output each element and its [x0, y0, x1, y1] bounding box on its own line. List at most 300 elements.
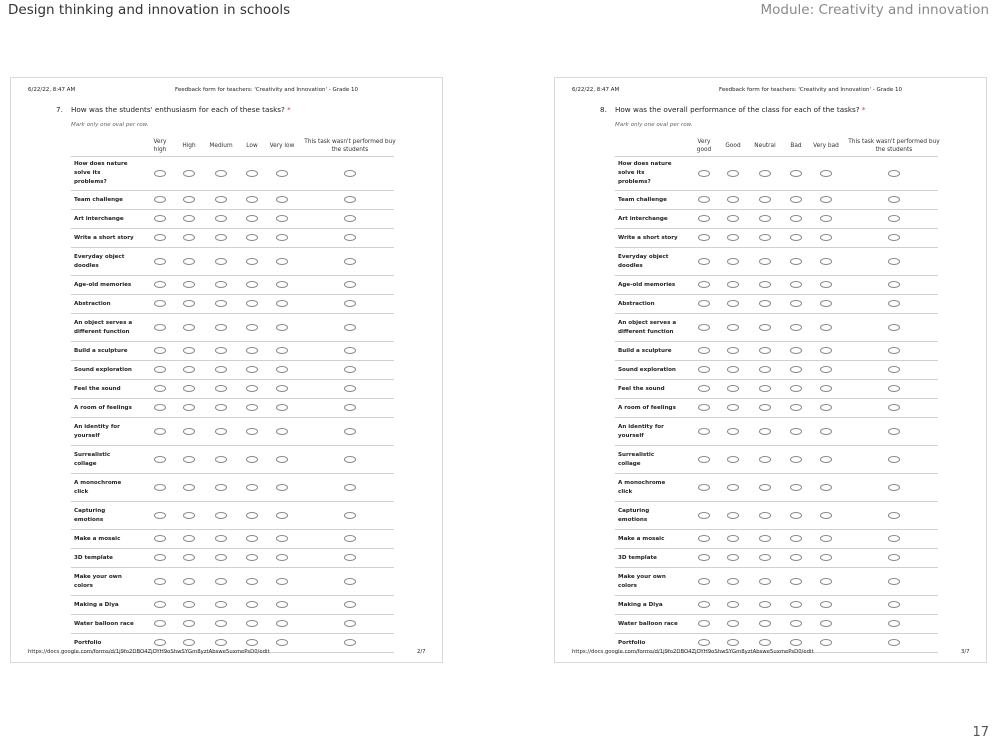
radio-oval[interactable] — [888, 554, 900, 561]
radio-oval[interactable] — [183, 281, 195, 288]
radio-oval[interactable] — [154, 456, 166, 463]
radio-oval[interactable] — [698, 300, 710, 307]
radio-oval[interactable] — [215, 385, 227, 392]
radio-oval[interactable] — [820, 281, 832, 288]
radio-oval[interactable] — [344, 281, 356, 288]
task-label: Feel the sound — [618, 385, 665, 392]
task-label: Everyday object doodles — [74, 253, 125, 269]
radio-oval[interactable] — [698, 578, 710, 585]
radio-oval[interactable] — [759, 215, 771, 222]
radio-oval[interactable] — [246, 554, 258, 561]
radio-oval[interactable] — [759, 366, 771, 373]
radio-oval[interactable] — [820, 215, 832, 222]
footer-url: https://docs.google.com/forms/d/1j9fo2DBO4ZjOYH9oShwSYGm8yztAbswe5uxmePsD0/edit — [28, 649, 270, 655]
radio-oval[interactable] — [790, 300, 802, 307]
radio-oval[interactable] — [820, 512, 832, 519]
task-label: Capturing emotions — [74, 507, 106, 523]
radio-oval[interactable] — [183, 578, 195, 585]
radio-oval[interactable] — [698, 428, 710, 435]
radio-oval[interactable] — [790, 639, 802, 646]
radio-oval[interactable] — [888, 196, 900, 203]
radio-oval[interactable] — [759, 347, 771, 354]
radio-oval[interactable] — [790, 385, 802, 392]
radio-oval[interactable] — [344, 456, 356, 463]
radio-oval[interactable] — [154, 234, 166, 241]
radio-oval[interactable] — [790, 620, 802, 627]
radio-oval[interactable] — [759, 639, 771, 646]
grid-row — [71, 596, 394, 615]
question-text-content: How was the students' enthusiasm for each of these tasks? — [71, 105, 285, 114]
radio-oval[interactable] — [344, 196, 356, 203]
radio-oval[interactable] — [888, 300, 900, 307]
radio-oval[interactable] — [183, 639, 195, 646]
radio-oval[interactable] — [154, 347, 166, 354]
radio-oval[interactable] — [790, 170, 802, 177]
radio-oval[interactable] — [276, 512, 288, 519]
radio-oval[interactable] — [215, 281, 227, 288]
radio-oval[interactable] — [215, 258, 227, 265]
radio-oval[interactable] — [790, 366, 802, 373]
radio-oval[interactable] — [698, 535, 710, 542]
radio-oval[interactable] — [759, 620, 771, 627]
radio-oval[interactable] — [790, 196, 802, 203]
radio-oval[interactable] — [820, 554, 832, 561]
radio-oval[interactable] — [154, 281, 166, 288]
radio-oval[interactable] — [154, 554, 166, 561]
radio-oval[interactable] — [246, 428, 258, 435]
radio-oval[interactable] — [215, 234, 227, 241]
radio-oval[interactable] — [246, 385, 258, 392]
radio-oval[interactable] — [820, 404, 832, 411]
radio-oval[interactable] — [888, 578, 900, 585]
radio-oval[interactable] — [820, 170, 832, 177]
radio-oval[interactable] — [759, 428, 771, 435]
radio-oval[interactable] — [698, 234, 710, 241]
radio-oval[interactable] — [246, 234, 258, 241]
radio-oval[interactable] — [888, 484, 900, 491]
radio-oval[interactable] — [246, 512, 258, 519]
radio-oval[interactable] — [246, 324, 258, 331]
radio-oval[interactable] — [888, 366, 900, 373]
radio-oval[interactable] — [727, 578, 739, 585]
radio-oval[interactable] — [154, 215, 166, 222]
radio-oval[interactable] — [276, 196, 288, 203]
radio-oval[interactable] — [790, 324, 802, 331]
radio-oval[interactable] — [698, 347, 710, 354]
radio-oval[interactable] — [888, 620, 900, 627]
radio-oval[interactable] — [727, 639, 739, 646]
radio-oval[interactable] — [727, 234, 739, 241]
radio-oval[interactable] — [344, 554, 356, 561]
radio-oval[interactable] — [183, 170, 195, 177]
radio-oval[interactable] — [888, 347, 900, 354]
radio-oval[interactable] — [183, 601, 195, 608]
grid-row — [615, 530, 938, 549]
radio-oval[interactable] — [820, 484, 832, 491]
radio-oval[interactable] — [246, 347, 258, 354]
radio-oval[interactable] — [888, 234, 900, 241]
radio-oval[interactable] — [246, 578, 258, 585]
radio-oval[interactable] — [154, 535, 166, 542]
radio-oval[interactable] — [727, 404, 739, 411]
task-label: Make your own colors — [618, 573, 666, 589]
radio-oval[interactable] — [727, 535, 739, 542]
radio-oval[interactable] — [344, 215, 356, 222]
task-label: Feel the sound — [74, 385, 121, 392]
radio-oval[interactable] — [344, 428, 356, 435]
radio-oval[interactable] — [246, 484, 258, 491]
radio-oval[interactable] — [888, 639, 900, 646]
radio-oval[interactable] — [246, 639, 258, 646]
radio-oval[interactable] — [183, 428, 195, 435]
radio-oval[interactable] — [215, 324, 227, 331]
task-label: Everyday object doodles — [618, 253, 669, 269]
radio-oval[interactable] — [154, 300, 166, 307]
grid-row — [71, 502, 394, 530]
radio-oval[interactable] — [215, 535, 227, 542]
radio-oval[interactable] — [183, 554, 195, 561]
radio-oval[interactable] — [759, 404, 771, 411]
radio-oval[interactable] — [888, 385, 900, 392]
radio-oval[interactable] — [790, 428, 802, 435]
radio-oval[interactable] — [820, 578, 832, 585]
radio-oval[interactable] — [790, 258, 802, 265]
radio-oval[interactable] — [215, 601, 227, 608]
radio-oval[interactable] — [344, 324, 356, 331]
radio-oval[interactable] — [154, 324, 166, 331]
radio-oval[interactable] — [276, 281, 288, 288]
radio-oval[interactable] — [759, 300, 771, 307]
radio-oval[interactable] — [790, 456, 802, 463]
radio-oval[interactable] — [183, 347, 195, 354]
radio-oval[interactable] — [344, 300, 356, 307]
radio-oval[interactable] — [183, 366, 195, 373]
radio-oval[interactable] — [888, 170, 900, 177]
radio-oval[interactable] — [276, 347, 288, 354]
radio-oval[interactable] — [154, 512, 166, 519]
radio-oval[interactable] — [276, 484, 288, 491]
slide-title: Design thinking and innovation in schools — [8, 2, 291, 18]
radio-oval[interactable] — [727, 347, 739, 354]
radio-oval[interactable] — [183, 324, 195, 331]
radio-oval[interactable] — [698, 601, 710, 608]
radio-oval[interactable] — [183, 300, 195, 307]
radio-oval[interactable] — [820, 234, 832, 241]
radio-oval[interactable] — [276, 578, 288, 585]
radio-oval[interactable] — [344, 620, 356, 627]
radio-oval[interactable] — [820, 258, 832, 265]
radio-oval[interactable] — [215, 428, 227, 435]
task-label: An identity for yourself — [74, 423, 120, 439]
radio-oval[interactable] — [183, 385, 195, 392]
radio-oval[interactable] — [276, 234, 288, 241]
print-date: 6/22/22, 8:47 AM — [28, 87, 76, 93]
radio-oval[interactable] — [727, 324, 739, 331]
radio-oval[interactable] — [820, 535, 832, 542]
radio-oval[interactable] — [759, 170, 771, 177]
radio-oval[interactable] — [888, 535, 900, 542]
radio-oval[interactable] — [154, 578, 166, 585]
radio-oval[interactable] — [727, 428, 739, 435]
radio-oval[interactable] — [215, 366, 227, 373]
radio-oval[interactable] — [759, 324, 771, 331]
radio-oval[interactable] — [215, 620, 227, 627]
radio-oval[interactable] — [215, 347, 227, 354]
grid-column-headers — [71, 136, 394, 156]
radio-oval[interactable] — [276, 601, 288, 608]
radio-oval[interactable] — [246, 456, 258, 463]
radio-oval[interactable] — [698, 385, 710, 392]
radio-oval[interactable] — [246, 215, 258, 222]
radio-oval[interactable] — [888, 281, 900, 288]
grid-row — [615, 615, 938, 634]
radio-oval[interactable] — [790, 347, 802, 354]
radio-oval[interactable] — [344, 484, 356, 491]
radio-oval[interactable] — [888, 601, 900, 608]
radio-oval[interactable] — [344, 639, 356, 646]
radio-oval[interactable] — [790, 512, 802, 519]
radio-oval[interactable] — [276, 456, 288, 463]
radio-oval[interactable] — [246, 170, 258, 177]
radio-oval[interactable] — [759, 258, 771, 265]
radio-oval[interactable] — [154, 258, 166, 265]
radio-oval[interactable] — [154, 385, 166, 392]
radio-oval[interactable] — [276, 428, 288, 435]
radio-oval[interactable] — [759, 484, 771, 491]
radio-oval[interactable] — [698, 620, 710, 627]
radio-oval[interactable] — [727, 366, 739, 373]
radio-oval[interactable] — [790, 554, 802, 561]
radio-oval[interactable] — [154, 196, 166, 203]
radio-oval[interactable] — [183, 484, 195, 491]
radio-oval[interactable] — [246, 601, 258, 608]
radio-oval[interactable] — [888, 428, 900, 435]
radio-oval[interactable] — [276, 324, 288, 331]
radio-oval[interactable] — [154, 428, 166, 435]
radio-oval[interactable] — [215, 196, 227, 203]
radio-oval[interactable] — [790, 601, 802, 608]
radio-oval[interactable] — [246, 404, 258, 411]
radio-oval[interactable] — [820, 601, 832, 608]
task-label: An object serves a different function — [74, 319, 133, 335]
radio-oval[interactable] — [183, 196, 195, 203]
radio-oval[interactable] — [759, 535, 771, 542]
radio-oval[interactable] — [276, 170, 288, 177]
radio-oval[interactable] — [344, 535, 356, 542]
radio-oval[interactable] — [246, 535, 258, 542]
radio-oval[interactable] — [276, 620, 288, 627]
radio-oval[interactable] — [727, 484, 739, 491]
radio-oval[interactable] — [344, 385, 356, 392]
radio-oval[interactable] — [888, 404, 900, 411]
radio-oval[interactable] — [727, 512, 739, 519]
radio-oval[interactable] — [759, 385, 771, 392]
radio-oval[interactable] — [215, 578, 227, 585]
radio-oval[interactable] — [888, 324, 900, 331]
radio-oval[interactable] — [698, 170, 710, 177]
radio-oval[interactable] — [344, 404, 356, 411]
radio-oval[interactable] — [154, 404, 166, 411]
radio-oval[interactable] — [727, 281, 739, 288]
task-label: How does nature solve its problems? — [74, 161, 128, 185]
radio-oval[interactable] — [246, 281, 258, 288]
task-label: Water balloon race — [74, 620, 134, 627]
radio-oval[interactable] — [820, 456, 832, 463]
grid-row — [615, 191, 938, 210]
radio-oval[interactable] — [276, 535, 288, 542]
radio-oval[interactable] — [215, 215, 227, 222]
radio-oval[interactable] — [759, 554, 771, 561]
column-header: Very high — [153, 138, 167, 153]
radio-oval[interactable] — [698, 196, 710, 203]
radio-oval[interactable] — [215, 512, 227, 519]
radio-oval[interactable] — [215, 456, 227, 463]
radio-oval[interactable] — [154, 620, 166, 627]
radio-oval[interactable] — [344, 366, 356, 373]
radio-oval[interactable] — [276, 258, 288, 265]
radio-oval[interactable] — [215, 170, 227, 177]
radio-oval[interactable] — [246, 366, 258, 373]
radio-oval[interactable] — [215, 484, 227, 491]
task-label: Team challenge — [74, 196, 123, 203]
radio-oval[interactable] — [276, 554, 288, 561]
radio-oval[interactable] — [276, 366, 288, 373]
radio-oval[interactable] — [276, 639, 288, 646]
radio-oval[interactable] — [183, 404, 195, 411]
radio-oval[interactable] — [154, 484, 166, 491]
radio-oval[interactable] — [344, 601, 356, 608]
column-header: Low — [246, 142, 258, 149]
radio-oval[interactable] — [344, 578, 356, 585]
radio-oval[interactable] — [790, 578, 802, 585]
radio-oval[interactable] — [183, 456, 195, 463]
radio-oval[interactable] — [820, 620, 832, 627]
radio-oval[interactable] — [154, 366, 166, 373]
radio-oval[interactable] — [698, 281, 710, 288]
radio-oval[interactable] — [888, 456, 900, 463]
radio-oval[interactable] — [215, 639, 227, 646]
radio-oval[interactable] — [790, 215, 802, 222]
radio-oval[interactable] — [820, 324, 832, 331]
radio-oval[interactable] — [820, 347, 832, 354]
task-label: Surrealistic collage — [618, 451, 655, 467]
radio-oval[interactable] — [727, 258, 739, 265]
radio-oval[interactable] — [759, 601, 771, 608]
radio-oval[interactable] — [698, 484, 710, 491]
radio-oval[interactable] — [727, 300, 739, 307]
radio-oval[interactable] — [698, 215, 710, 222]
radio-oval[interactable] — [727, 385, 739, 392]
radio-oval[interactable] — [154, 639, 166, 646]
radio-oval[interactable] — [183, 620, 195, 627]
grid-row — [71, 474, 394, 502]
radio-oval[interactable] — [246, 196, 258, 203]
radio-oval[interactable] — [183, 512, 195, 519]
question-number: 7. — [56, 105, 63, 114]
radio-oval[interactable] — [183, 215, 195, 222]
radio-oval[interactable] — [276, 385, 288, 392]
radio-oval[interactable] — [790, 535, 802, 542]
radio-oval[interactable] — [820, 196, 832, 203]
radio-oval[interactable] — [344, 347, 356, 354]
radio-oval[interactable] — [727, 620, 739, 627]
radio-oval[interactable] — [246, 258, 258, 265]
radio-oval[interactable] — [215, 404, 227, 411]
radio-oval[interactable] — [820, 428, 832, 435]
radio-oval[interactable] — [727, 601, 739, 608]
grid-row — [71, 446, 394, 474]
radio-oval[interactable] — [790, 404, 802, 411]
radio-oval[interactable] — [820, 639, 832, 646]
radio-oval[interactable] — [344, 234, 356, 241]
question-text — [71, 105, 291, 114]
radio-oval[interactable] — [183, 258, 195, 265]
radio-oval[interactable] — [820, 385, 832, 392]
radio-oval[interactable] — [215, 300, 227, 307]
radio-oval[interactable] — [246, 620, 258, 627]
radio-oval[interactable] — [888, 215, 900, 222]
form-title: Feedback form for teachers: 'Creativity and Innovation' - Grade 10 — [719, 87, 902, 93]
task-label: Build a sculpture — [74, 347, 128, 354]
radio-oval[interactable] — [820, 300, 832, 307]
column-header: Medium — [209, 142, 233, 149]
radio-oval[interactable] — [759, 512, 771, 519]
radio-oval[interactable] — [727, 456, 739, 463]
radio-oval[interactable] — [888, 512, 900, 519]
radio-oval[interactable] — [154, 601, 166, 608]
grid-row — [615, 156, 938, 191]
grid-row — [71, 380, 394, 399]
radio-oval[interactable] — [759, 281, 771, 288]
radio-oval[interactable] — [698, 554, 710, 561]
radio-oval[interactable] — [344, 170, 356, 177]
radio-oval[interactable] — [698, 512, 710, 519]
radio-oval[interactable] — [790, 484, 802, 491]
radio-oval[interactable] — [759, 196, 771, 203]
radio-oval[interactable] — [698, 639, 710, 646]
radio-oval[interactable] — [698, 404, 710, 411]
radio-oval[interactable] — [759, 578, 771, 585]
radio-oval[interactable] — [759, 234, 771, 241]
radio-oval[interactable] — [183, 535, 195, 542]
radio-oval[interactable] — [820, 366, 832, 373]
radio-oval[interactable] — [727, 215, 739, 222]
radio-oval[interactable] — [698, 324, 710, 331]
radio-oval[interactable] — [698, 456, 710, 463]
column-header: Neutral — [754, 142, 776, 149]
radio-oval[interactable] — [727, 170, 739, 177]
radio-oval[interactable] — [154, 170, 166, 177]
radio-oval[interactable] — [276, 300, 288, 307]
radio-oval[interactable] — [344, 512, 356, 519]
radio-oval[interactable] — [215, 554, 227, 561]
radio-oval[interactable] — [698, 258, 710, 265]
radio-oval[interactable] — [790, 281, 802, 288]
radio-oval[interactable] — [790, 234, 802, 241]
radio-oval[interactable] — [888, 258, 900, 265]
radio-oval[interactable] — [759, 456, 771, 463]
radio-oval[interactable] — [183, 234, 195, 241]
radio-oval[interactable] — [276, 215, 288, 222]
radio-oval[interactable] — [727, 196, 739, 203]
task-label: Water balloon race — [618, 620, 678, 627]
radio-oval[interactable] — [727, 554, 739, 561]
radio-oval[interactable] — [246, 300, 258, 307]
radio-oval[interactable] — [276, 404, 288, 411]
radio-oval[interactable] — [698, 366, 710, 373]
radio-oval[interactable] — [344, 258, 356, 265]
grid-row — [615, 418, 938, 446]
